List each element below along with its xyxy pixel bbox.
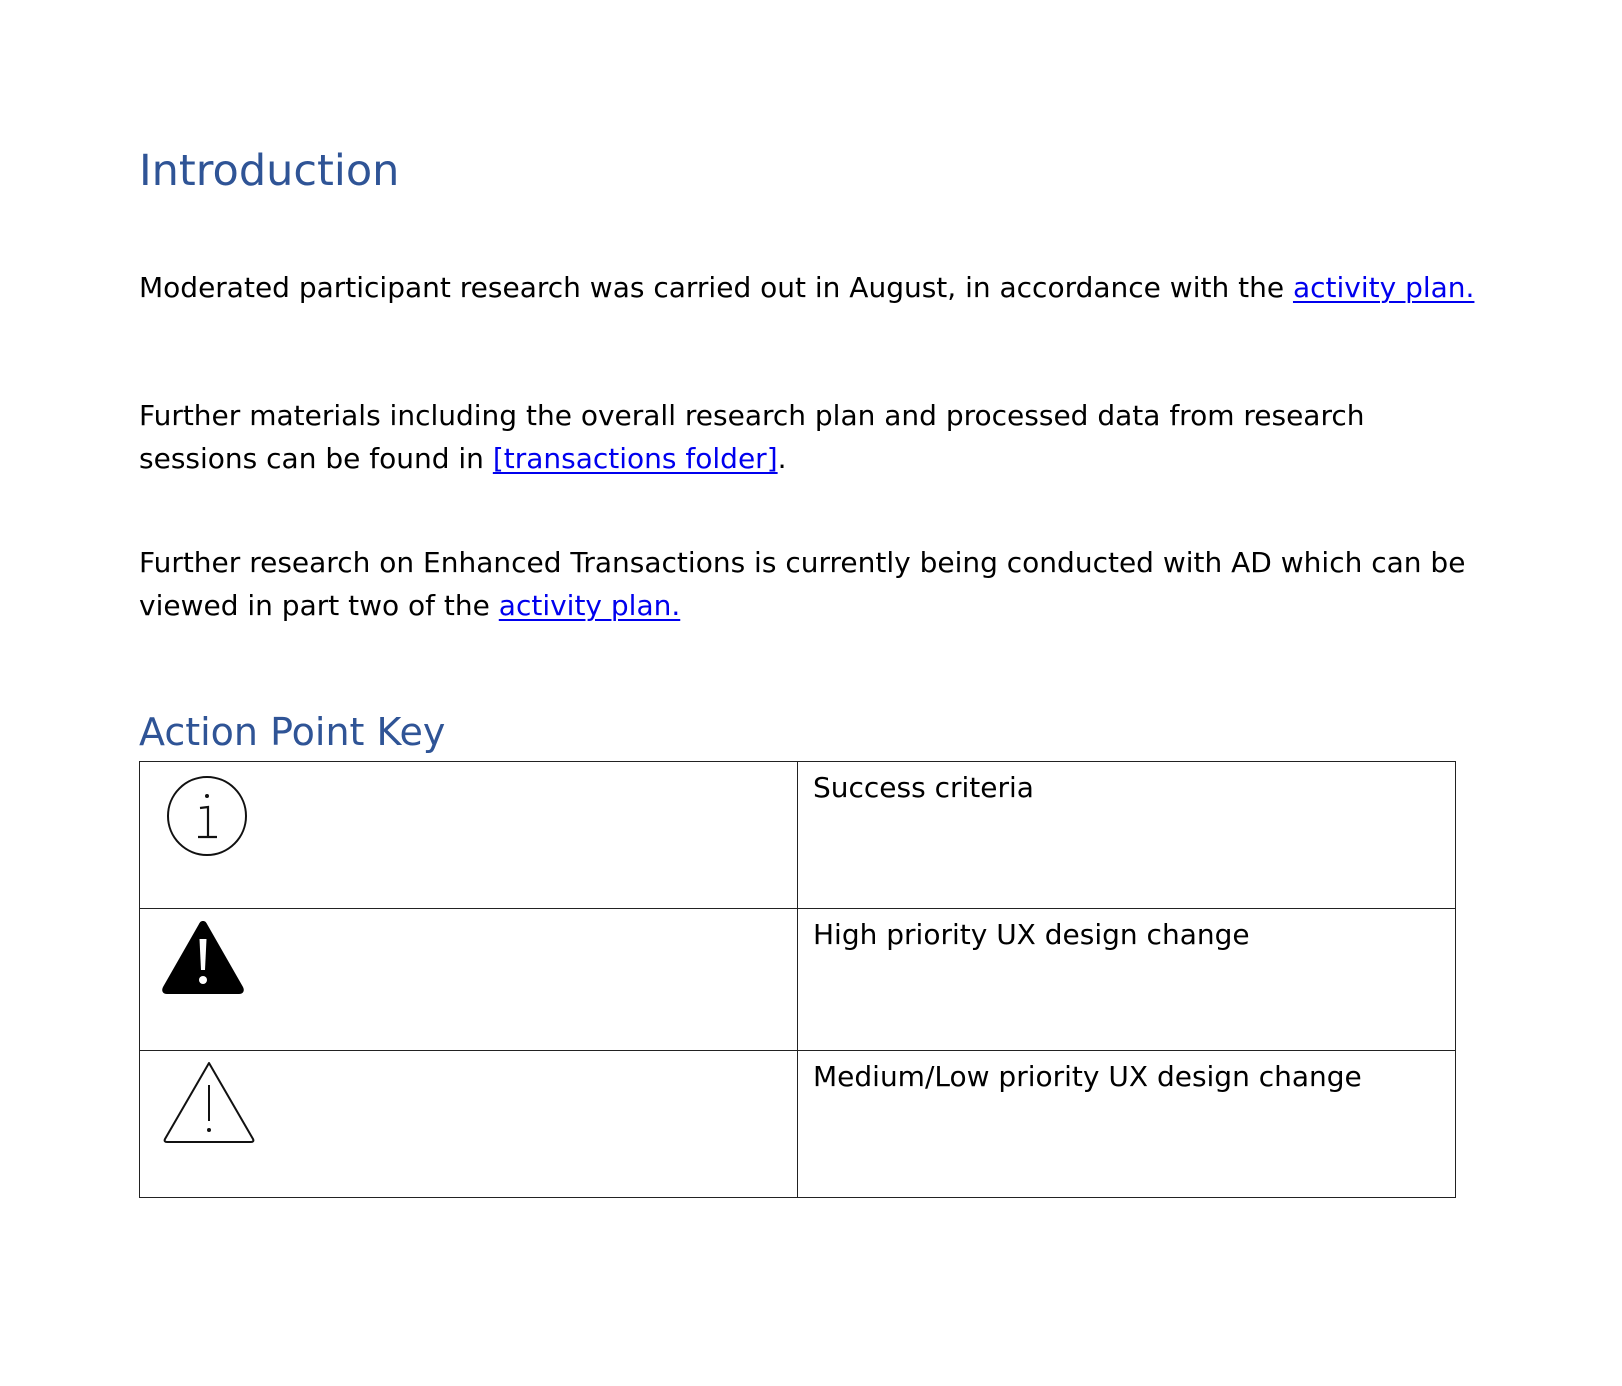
intro-paragraph-2-text: Further materials including the overall research plan and processed data from research sessions can be found in <box>139 399 1365 475</box>
icon-cell <box>140 1051 798 1198</box>
intro-paragraph-1-text: Moderated participant research was carried out in August, in accordance with the <box>139 271 1293 304</box>
activity-plan-link-2[interactable]: activity plan. <box>498 589 681 622</box>
table-row <box>140 1051 1456 1198</box>
action-point-key-table <box>139 761 1456 1198</box>
warning-filled-icon <box>159 917 247 997</box>
key-label-success: Success criteria <box>798 762 1456 909</box>
intro-paragraph-2 <box>139 394 1479 480</box>
intro-paragraph-2-period: . <box>777 442 787 475</box>
intro-paragraph-3-text: Further research on Enhanced Transactions is currently being conducted with AD which can be viewed in part two of the <box>139 546 1466 622</box>
key-label-high-priority: High priority UX design change <box>798 909 1456 1051</box>
icon-cell <box>140 762 798 909</box>
introduction-heading: Introduction <box>139 146 400 196</box>
intro-paragraph-3 <box>139 541 1479 627</box>
warning-outline-icon <box>161 1059 257 1145</box>
activity-plan-link-1[interactable]: activity plan. <box>1292 271 1475 304</box>
table-row <box>140 909 1456 1051</box>
icon-cell <box>140 909 798 1051</box>
transactions-folder-link[interactable]: [transactions folder] <box>492 442 778 475</box>
table-row <box>140 762 1456 909</box>
info-circle-icon <box>166 775 248 857</box>
key-label-medium-low-priority: Medium/Low priority UX design change <box>798 1051 1456 1198</box>
action-point-key-heading: Action Point Key <box>139 710 446 754</box>
intro-paragraph-1 <box>139 266 1479 309</box>
